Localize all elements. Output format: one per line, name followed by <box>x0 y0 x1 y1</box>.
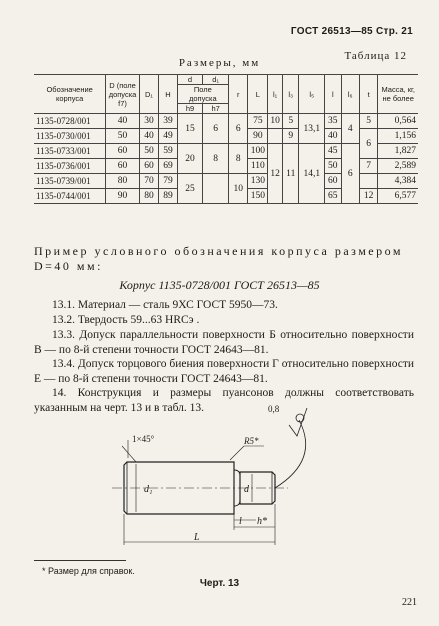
dim-d-label: d <box>244 484 249 495</box>
paragraph-13-2: 13.2. Твердость 59...63 HRCэ . <box>52 314 200 326</box>
page-header: ГОСТ 26513—85 Стр. 21 <box>290 26 413 37</box>
header-t: t <box>359 75 377 114</box>
header-d: d <box>177 75 203 85</box>
header-designation: Обозначение корпуса <box>34 75 106 114</box>
table-row: 1135-0728/001 40 30 39 15 6 6 75 10 5 13,1 35 4 5 0,564 <box>34 114 418 129</box>
table-subcaption: Размеры, мм <box>178 57 261 69</box>
header-l3: l₃ <box>283 75 299 114</box>
header-tolerance-field: Поле допуска <box>177 85 228 104</box>
punch-drawing <box>94 400 344 555</box>
chamfer-label: 1×45° <box>132 434 155 444</box>
header-l: l <box>325 75 341 114</box>
dim-d1-label: d₁ <box>144 484 153 495</box>
dimensions-table <box>34 74 418 204</box>
header-H: H <box>159 75 177 114</box>
header-D1: D₁ <box>139 75 158 114</box>
header-D: D (поле допуска f7) <box>106 75 139 114</box>
header-h9: h9 <box>177 104 203 114</box>
dim-h-label: h* <box>257 516 267 527</box>
header-d1: d₁ <box>203 75 229 85</box>
footnote: * Размер для справок. <box>42 566 135 576</box>
paragraph-14: 14. Конструкция и размеры пуансонов должны соответствовать указанным на черт. 13 и в табл. 13. <box>34 387 414 414</box>
header-h7: h7 <box>203 104 229 114</box>
header-l1: l₁ <box>268 75 283 114</box>
dim-L-label: L <box>194 532 200 543</box>
table-row: 1135-0736/001 60 60 69 110 50 7 2,589 <box>34 159 418 174</box>
figure-caption: Черт. 13 <box>199 578 240 589</box>
paragraph-13-1: 13.1. Материал — сталь 9ХС ГОСТ 5950—73. <box>52 299 278 311</box>
paragraph-13-4: 13.4. Допуск торцового биения поверхности Г относительно поверхности Е — по 8-й степени точности ГОСТ 24643—81. <box>34 358 415 385</box>
header-r: r <box>228 75 247 114</box>
header-mass: Масса, кг, не более <box>378 75 418 114</box>
paragraph-13-3: 13.3. Допуск параллельности поверхности Б относительно поверхности В — по 8-й степени точности ГОСТ 24643—81. <box>34 329 414 356</box>
header-l6: l₆ <box>341 75 359 114</box>
table-row: 1135-0739/001 80 70 79 25 10 130 60 4,384 <box>34 174 418 189</box>
table-row: 1135-0733/001 60 50 59 20 8 8 100 12 11 14,1 45 6 1,827 <box>34 144 418 159</box>
roughness-label: 0,8 <box>268 404 280 414</box>
radius-label: R5* <box>244 436 259 446</box>
example-designation: Корпус 1135-0728/001 ГОСТ 26513—85 <box>119 278 320 292</box>
dim-l-label: l <box>239 516 242 527</box>
table-row: 1135-0730/001 50 40 49 90 9 40 6 1,156 <box>34 129 418 144</box>
page-number: 221 <box>402 597 417 608</box>
footnote-divider <box>34 560 126 561</box>
example-title: Пример условного обозначения корпуса размером D=40 мм: <box>34 244 403 273</box>
table-caption: Таблица 12 <box>344 50 407 62</box>
header-l5: l₅ <box>299 75 325 114</box>
table-row: 1135-0744/001 90 80 89 150 65 12 6,577 <box>34 189 418 204</box>
header-L: L <box>248 75 268 114</box>
